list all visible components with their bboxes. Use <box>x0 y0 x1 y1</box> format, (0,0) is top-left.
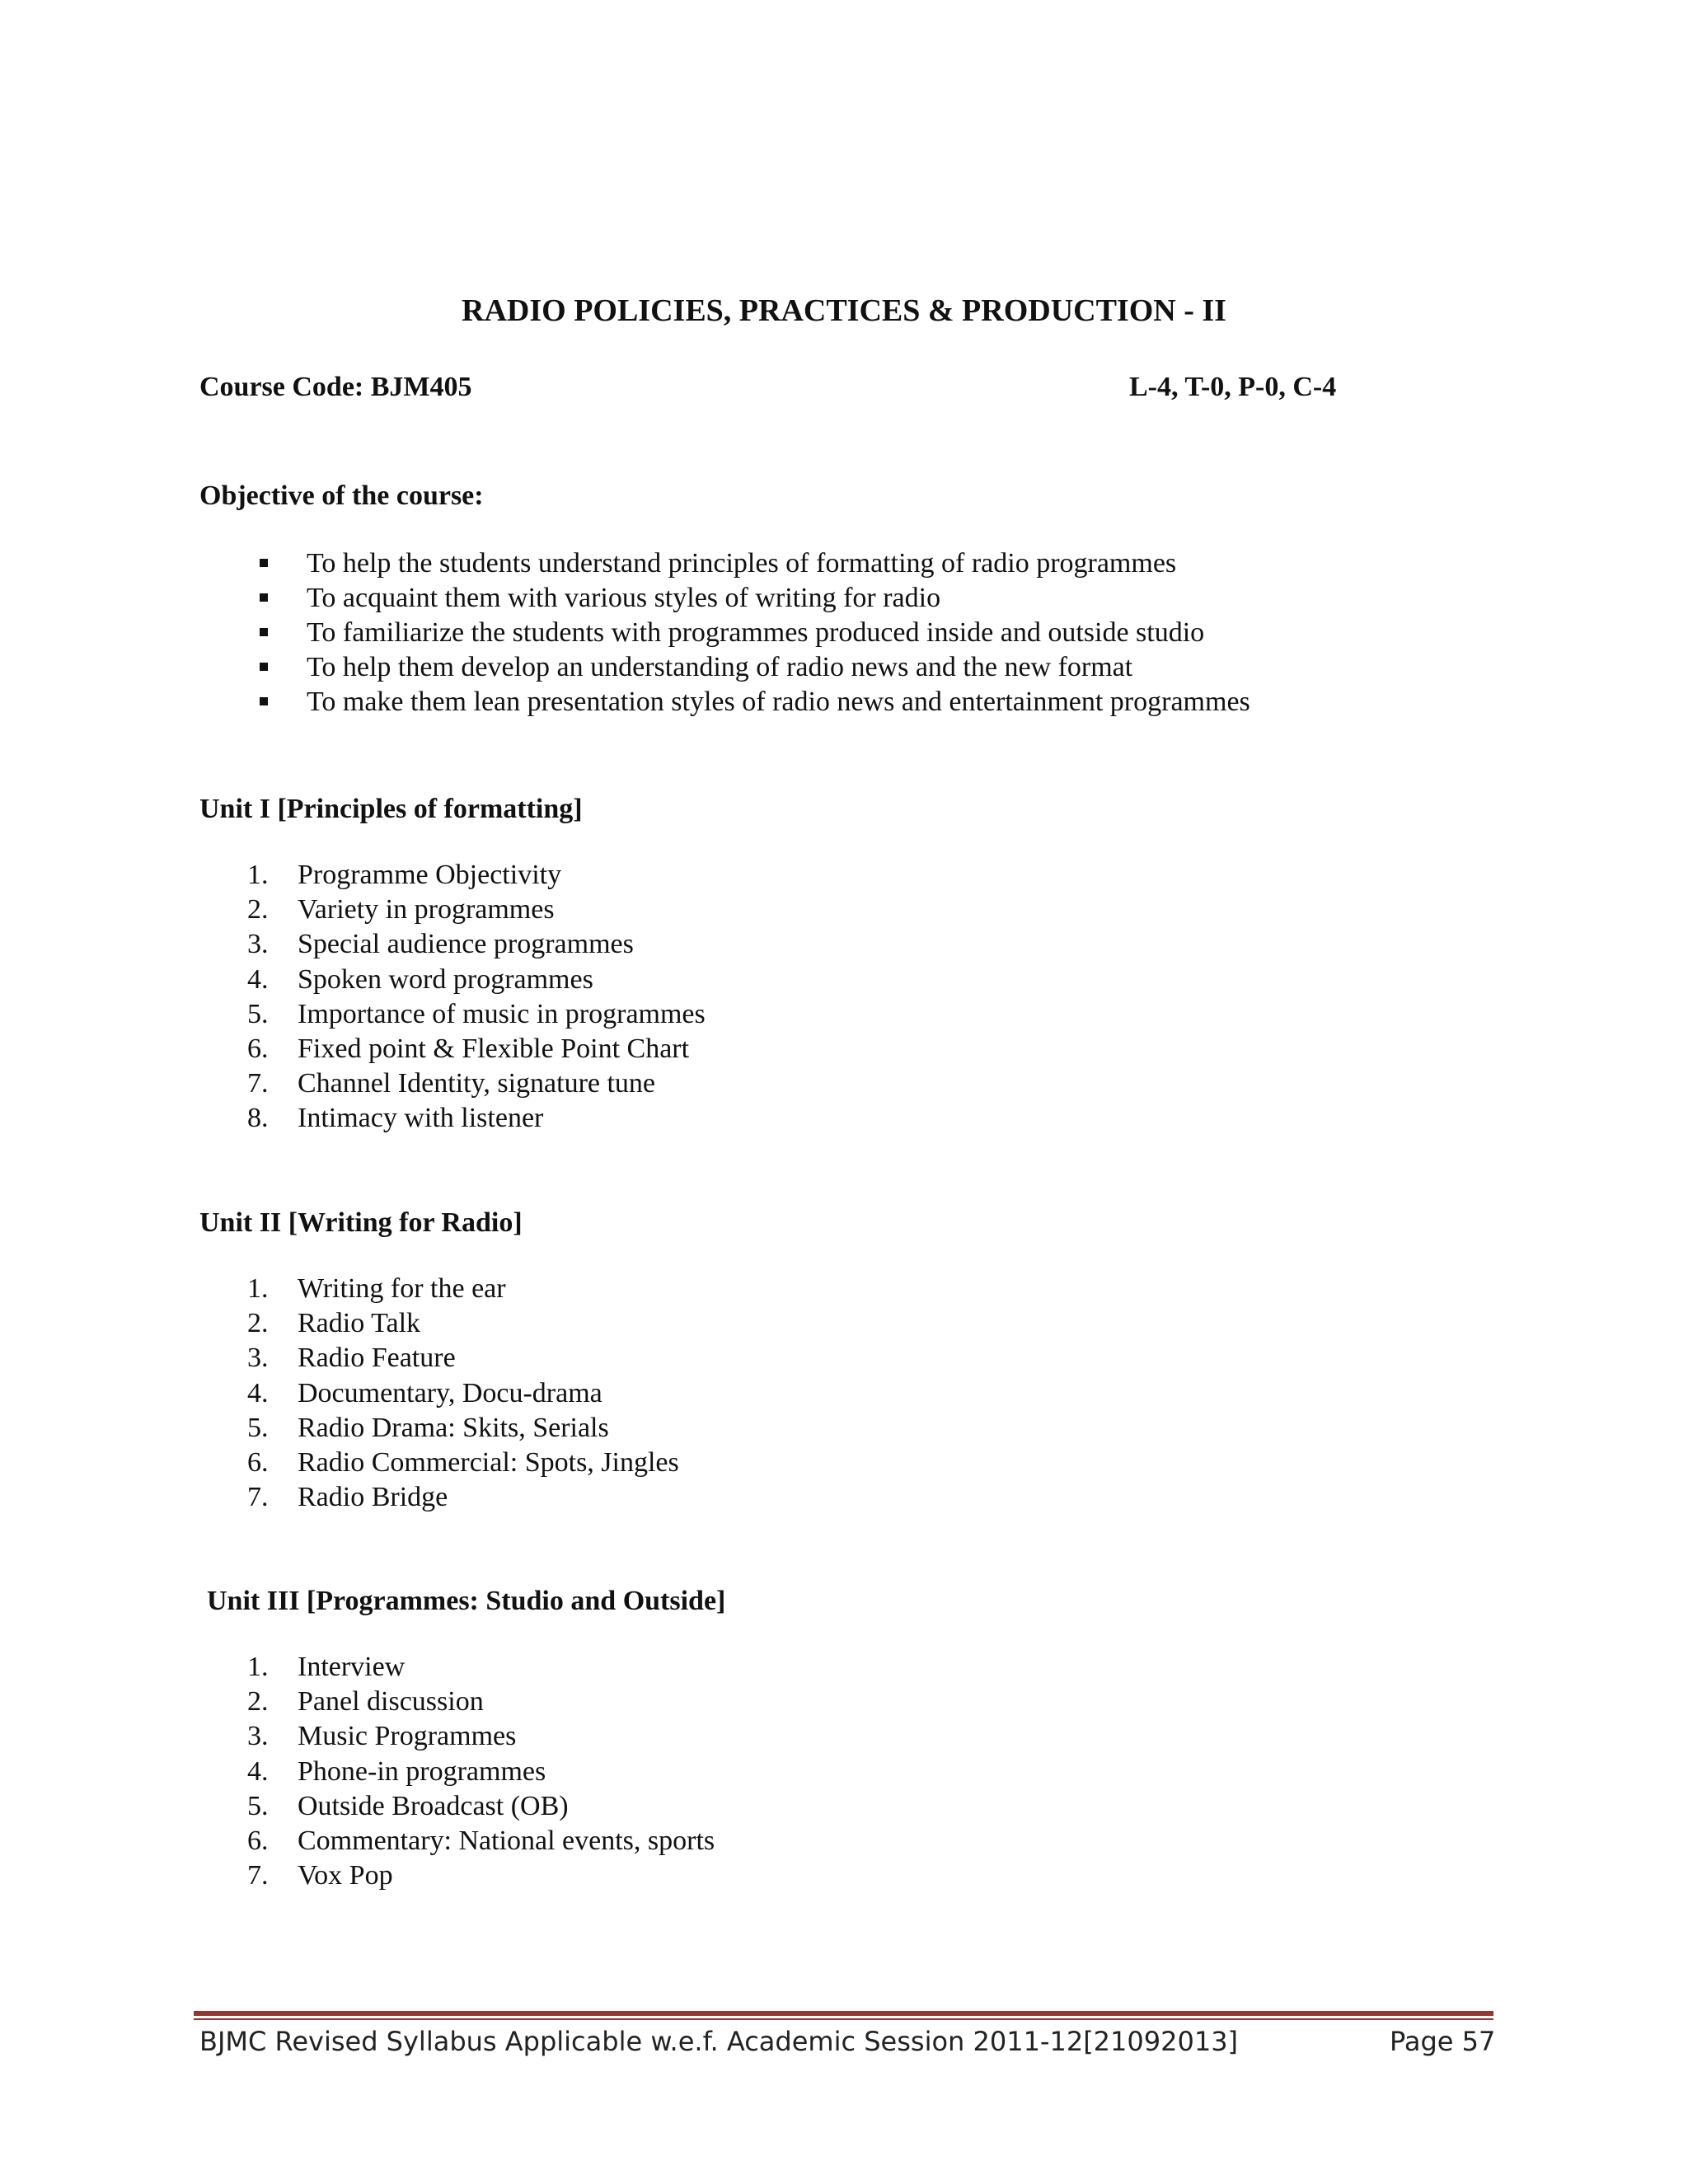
list-item: 3. Radio Feature <box>247 1343 456 1374</box>
list-item: 2. Panel discussion <box>247 1686 484 1718</box>
footer-text: BJMC Revised Syllabus Applicable w.e.f. Academic Session 2011-12[21092013] <box>199 2026 1239 2057</box>
objective-item: To familiarize the students with programmes produced inside and outside studio <box>199 616 1250 650</box>
credit-structure: L-4, T-0, P-0, C-4 <box>1129 372 1337 402</box>
list-item: 3. Special audience programmes <box>247 929 634 960</box>
bullet-square-icon <box>260 697 268 705</box>
list-item: 2. Radio Talk <box>247 1308 421 1339</box>
objective-item: To help the students understand principles of formatting of radio programmes <box>199 546 1250 581</box>
list-item: 5. Outside Broadcast (OB) <box>247 1790 569 1821</box>
objective-list <box>199 546 1250 719</box>
list-item: 7. Radio Bridge <box>247 1482 448 1513</box>
bullet-square-icon <box>260 559 268 567</box>
list-item: 1. Interview <box>247 1652 406 1682</box>
unit-3-list <box>199 1650 715 1893</box>
unit-3-heading: Unit III [Programmes: Studio and Outside] <box>207 1586 726 1616</box>
bullet-square-icon <box>260 628 268 636</box>
objective-heading: Objective of the course: <box>199 480 484 511</box>
objective-item: To make them lean presentation styles of radio news and entertainment programmes <box>199 685 1250 719</box>
unit-1-heading: Unit I [Principles of formatting] <box>199 794 583 824</box>
bullet-square-icon <box>260 593 268 602</box>
list-item: 4. Documentary, Docu-drama <box>247 1377 603 1408</box>
list-item: 4. Spoken word programmes <box>247 963 593 995</box>
objective-item: To help them develop an understanding of radio news and the new format <box>199 650 1250 685</box>
unit-2-heading: Unit II [Writing for Radio] <box>199 1207 523 1238</box>
list-item: 7. Vox Pop <box>247 1860 393 1891</box>
unit-1-list <box>199 858 706 1137</box>
list-item: 6. Fixed point & Flexible Point Chart <box>247 1033 690 1065</box>
list-item: 5. Importance of music in programmes <box>247 998 706 1029</box>
page-title: RADIO POLICIES, PRACTICES & PRODUCTION - II <box>462 293 1226 328</box>
objective-item: To acquaint them with various styles of writing for radio <box>199 581 1250 616</box>
unit-2-list <box>199 1272 679 1515</box>
list-item: 1. Programme Objectivity <box>247 860 562 890</box>
list-item: 3. Music Programmes <box>247 1721 517 1752</box>
list-item: 6. Commentary: National events, sports <box>247 1825 715 1857</box>
list-item: 8. Intimacy with listener <box>247 1103 544 1134</box>
list-item: 5. Radio Drama: Skits, Serials <box>247 1412 609 1443</box>
list-item: 6. Radio Commercial: Spots, Jingles <box>247 1447 679 1479</box>
list-item: 4. Phone-in programmes <box>247 1755 546 1787</box>
bullet-square-icon <box>260 663 268 671</box>
footer-rule-thick <box>194 2011 1493 2016</box>
course-code: Course Code: BJM405 <box>199 372 472 402</box>
list-item: 1. Writing for the ear <box>247 1273 506 1304</box>
page-number: Page 57 <box>1390 2026 1496 2057</box>
list-item: 7. Channel Identity, signature tune <box>247 1068 656 1099</box>
footer-rule-thin <box>194 2018 1493 2020</box>
list-item: 2. Variety in programmes <box>247 894 555 926</box>
